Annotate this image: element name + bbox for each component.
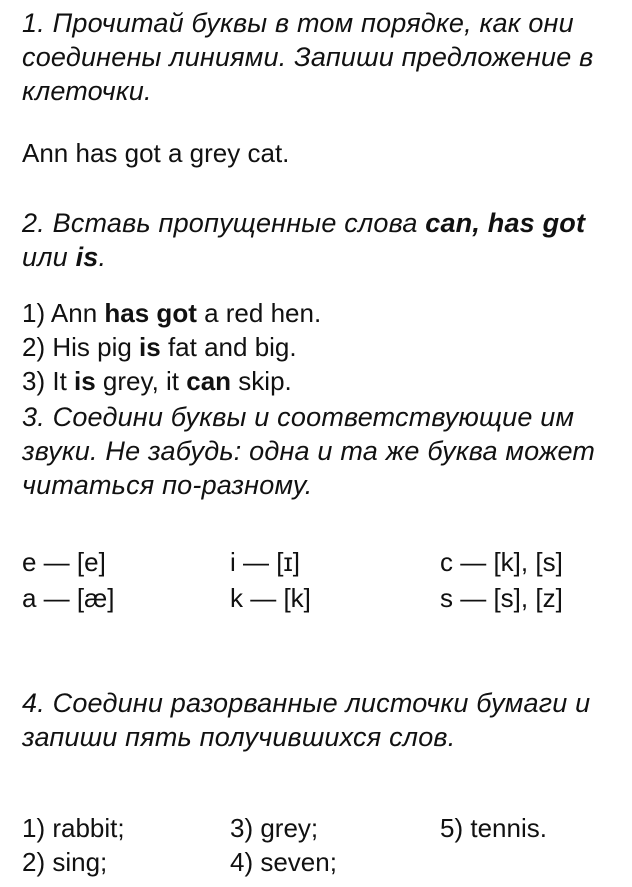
line-bold: is xyxy=(139,332,161,362)
word-3: 3) grey; xyxy=(230,813,319,843)
pair-i: i — [ɪ] xyxy=(230,547,300,577)
task2-line-2 xyxy=(22,330,618,364)
pair-c: c — [k], [s] xyxy=(440,547,563,577)
line-text: 2) His pig xyxy=(22,332,140,362)
task2-instruction-words: can, has got xyxy=(425,208,586,238)
task2-instruction-word-is: is xyxy=(75,242,99,272)
line-bold: is xyxy=(74,366,96,396)
task1-instruction: 1. Прочитай буквы в том порядке, как они соединены линиями. Запиши предложение в клеточки. xyxy=(22,8,594,106)
task2-instruction-text-3: . xyxy=(98,242,107,272)
task2-instruction-text-2: или xyxy=(22,242,76,272)
line-text: grey, it xyxy=(95,366,187,396)
line-text: 1) Ann xyxy=(22,298,105,328)
task2-line-1 xyxy=(22,296,618,330)
line-text: skip. xyxy=(231,366,292,396)
task3-instruction: 3. Соедини буквы и соответствующие им звуки. Не забудь: одна и та же буква может читаться по-разному. xyxy=(22,402,596,500)
task2-line-3 xyxy=(22,364,618,398)
task1-answer: Ann has got a grey cat. xyxy=(22,138,290,168)
line-bold: has got xyxy=(104,298,197,328)
task2-instruction-text: 2. Вставь пропущенные слова xyxy=(22,208,426,238)
word-4: 4) seven; xyxy=(230,847,337,877)
task4-instruction: 4. Соедини разорванные листочки бумаги и запиши пять получившихся слов. xyxy=(22,688,591,752)
pair-a: a — [æ] xyxy=(22,583,115,613)
word-2: 2) sing; xyxy=(22,847,108,877)
line-text: 3) It xyxy=(22,366,75,396)
line-text: a red hen. xyxy=(196,298,322,328)
task2-instruction xyxy=(22,206,618,274)
line-bold: can xyxy=(186,366,232,396)
word-5: 5) tennis. xyxy=(440,813,547,843)
line-text: fat and big. xyxy=(160,332,297,362)
pair-e: e — [e] xyxy=(22,547,106,577)
word-1: 1) rabbit; xyxy=(22,813,125,843)
pair-s: s — [s], [z] xyxy=(440,583,563,613)
pair-k: k — [k] xyxy=(230,583,311,613)
